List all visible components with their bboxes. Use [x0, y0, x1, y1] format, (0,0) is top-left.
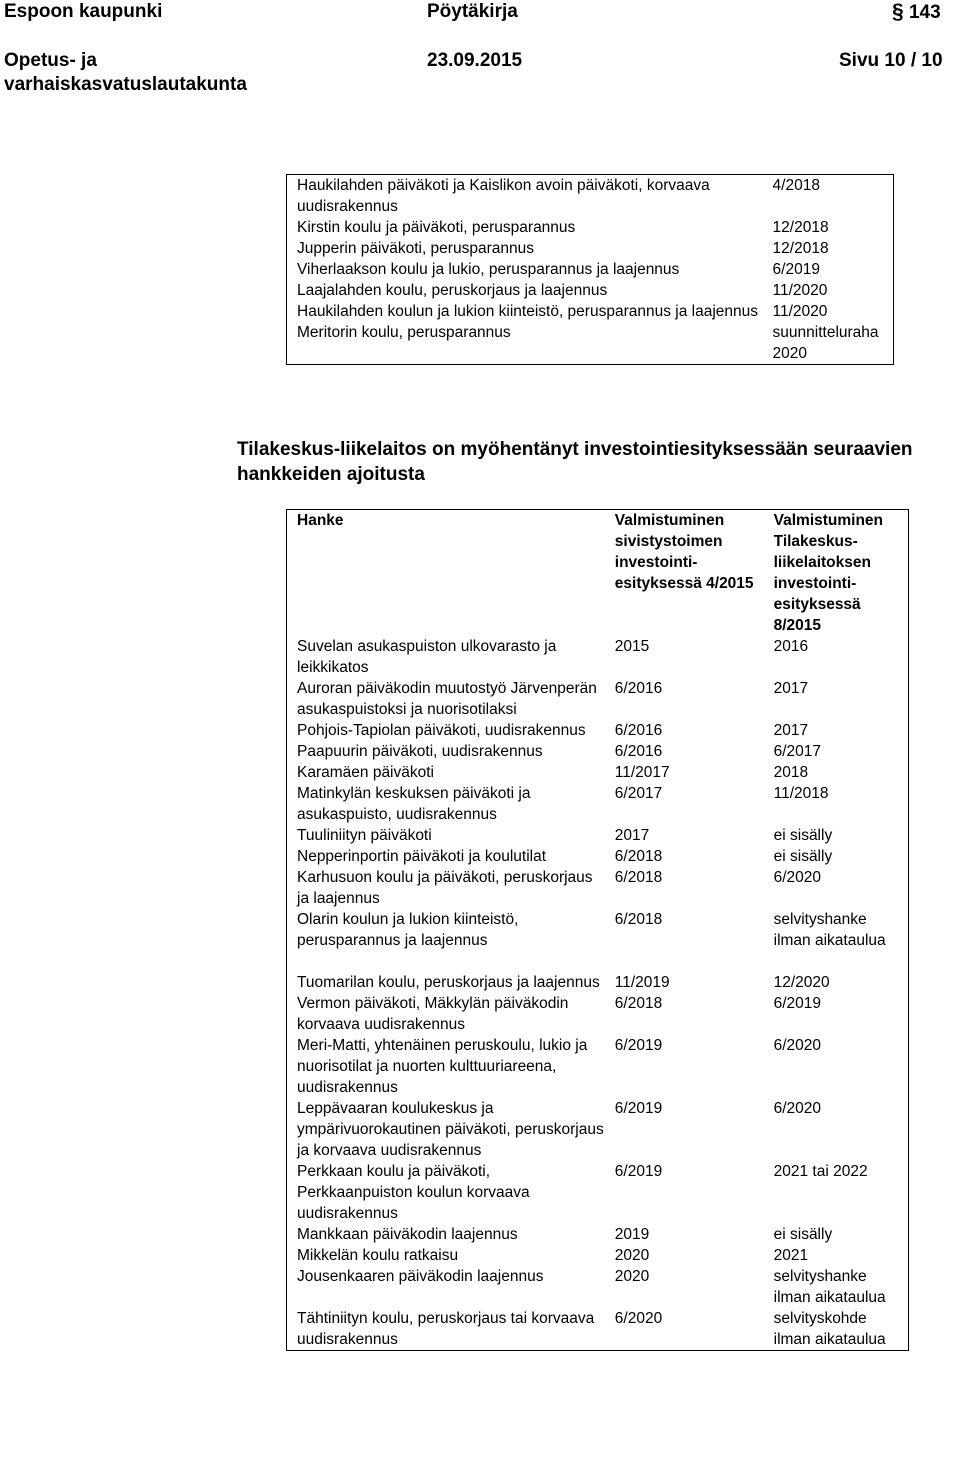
table-header-row: [287, 510, 909, 637]
project-name: Vermon päiväkoti, Mäkkylän päiväkodin korvaava uudisrakennus: [297, 995, 569, 1033]
project-name: Viherlaakson koulu ja lukio, perusparannus ja laajennus: [297, 261, 680, 278]
completion-date: 12/2018: [772, 240, 829, 257]
project-name: Haukilahden päiväkoti ja Kaislikon avoin päiväkoti, korvaava uudisrakennus: [297, 177, 710, 215]
education-plan-date: 6/2020: [614, 1310, 663, 1327]
committee-line-2: varhaiskasvatuslautakunta: [4, 74, 247, 95]
table-row: [287, 301, 894, 322]
section-heading: Tilakeskus-liikelaitos on myöhentänyt investointiesityksessään seuraavien hankkeiden ajoitusta: [237, 439, 913, 485]
facilities-plan-date: ei sisälly: [773, 827, 833, 844]
table-row: [287, 1098, 909, 1161]
table-row: [287, 1161, 909, 1224]
facilities-plan-date: ei sisälly: [773, 848, 833, 865]
completion-date: suunnitteluraha 2020: [772, 324, 879, 362]
facilities-plan-date: 6/2019: [773, 995, 822, 1012]
facilities-plan-date: 2017: [773, 722, 809, 739]
table-row: [287, 741, 909, 762]
facilities-plan-date: selvityshanke ilman aikataulua: [773, 911, 886, 949]
project-schedule-table: [286, 174, 894, 365]
project-name: Jupperin päiväkoti, perusparannus: [297, 240, 534, 257]
facilities-plan-date: 2018: [773, 764, 809, 781]
education-plan-date: 2015: [614, 638, 650, 655]
table-row: [287, 993, 909, 1035]
meeting-date: 23.09.2015: [427, 50, 523, 71]
education-plan-date: 6/2018: [614, 848, 663, 865]
facilities-plan-date: ei sisälly: [773, 1226, 833, 1243]
education-plan-date: 6/2018: [614, 911, 663, 928]
project-name: Karamäen päiväkoti: [297, 764, 434, 781]
org-name: Espoon kaupunki: [4, 1, 163, 22]
education-plan-date: 2020: [614, 1247, 650, 1264]
facilities-plan-date: 6/2017: [773, 743, 822, 760]
column-header-project: Hanke: [297, 512, 344, 529]
completion-date: 12/2018: [772, 219, 829, 236]
table-row: [287, 909, 909, 951]
education-plan-date: 2020: [614, 1268, 650, 1285]
completion-date: 11/2020: [772, 282, 828, 299]
table-row: [287, 846, 909, 867]
facilities-plan-date: 2021 tai 2022: [773, 1163, 868, 1180]
table-row: [287, 636, 909, 678]
project-name: Mankkaan päiväkodin laajennus: [297, 1226, 518, 1243]
project-name: Perkkaan koulu ja päiväkoti, Perkkaanpuiston koulun korvaava uudisrakennus: [297, 1163, 530, 1222]
table-row: [287, 867, 909, 909]
table-row: [287, 1224, 909, 1245]
table-row: [287, 175, 894, 218]
committee-line-1: Opetus- ja: [4, 50, 97, 71]
table-row: [287, 825, 909, 846]
facilities-plan-date: 2021: [773, 1247, 809, 1264]
completion-date: 11/2020: [772, 303, 828, 320]
table-row: [287, 972, 909, 993]
spacer-row: [287, 951, 909, 972]
project-name: Tuuliniityn päiväkoti: [297, 827, 432, 844]
facilities-plan-date: selvityskohde ilman aikataulua: [773, 1310, 886, 1348]
project-name: Karhusuon koulu ja päiväkoti, peruskorjaus ja laajennus: [297, 869, 593, 907]
project-name: Auroran päiväkodin muutostyö Järvenperän asukaspuistoksi ja nuorisotilaksi: [297, 680, 597, 718]
education-plan-date: 6/2018: [614, 995, 663, 1012]
table-row: [287, 322, 894, 365]
project-name: Leppävaaran koulukeskus ja ympärivuorokautinen päiväkoti, peruskorjaus ja korvaava uudisrakennus: [297, 1100, 604, 1159]
paragraph-number-value: 143: [908, 2, 941, 23]
table-row: [287, 1266, 909, 1308]
table-row: [287, 720, 909, 741]
project-name: Olarin koulun ja lukion kiinteistö, perusparannus ja laajennus: [297, 911, 519, 949]
spacer-cell: [287, 951, 909, 972]
project-name: Tähtiniityn koulu, peruskorjaus tai korvaava uudisrakennus: [297, 1310, 595, 1348]
section-sign-icon: §: [892, 0, 904, 23]
table-row: [287, 217, 894, 238]
project-name: Laajalahden koulu, peruskorjaus ja laajennus: [297, 282, 608, 299]
project-name: Matinkylän keskuksen päiväkoti ja asukaspuisto, uudisrakennus: [297, 785, 531, 823]
project-name: Mikkelän koulu ratkaisu: [297, 1247, 459, 1264]
paragraph-number: [892, 1, 941, 24]
project-name: Jousenkaaren päiväkodin laajennus: [297, 1268, 544, 1285]
project-name: Suvelan asukaspuiston ulkovarasto ja leikkikatos: [297, 638, 557, 676]
education-plan-date: 6/2019: [614, 1100, 663, 1117]
education-plan-date: 2017: [614, 827, 650, 844]
table-row: [287, 678, 909, 720]
education-plan-date: 6/2017: [614, 785, 663, 802]
project-name: Haukilahden koulun ja lukion kiinteistö, perusparannus ja laajennus: [297, 303, 758, 320]
project-name: Tuomarilan koulu, peruskorjaus ja laajennus: [297, 974, 600, 991]
education-plan-date: 6/2019: [614, 1163, 663, 1180]
facilities-plan-date: 2017: [773, 680, 809, 697]
project-name: Meri-Matti, yhtenäinen peruskoulu, lukio ja nuorisotilat ja nuorten kulttuuriareena, uudisrakennus: [297, 1037, 588, 1096]
table-row: [287, 1245, 909, 1266]
page-indicator: Sivu 10 / 10: [839, 50, 943, 71]
education-plan-date: 6/2018: [614, 869, 663, 886]
table-row: [287, 1035, 909, 1098]
project-name: Nepperinportin päiväkoti ja koulutilat: [297, 848, 547, 865]
project-name: Kirstin koulu ja päiväkoti, perusparannus: [297, 219, 576, 236]
delayed-projects-table: [286, 509, 909, 1351]
facilities-plan-date: selvityshanke ilman aikataulua: [773, 1268, 886, 1306]
project-name: Paapuurin päiväkoti, uudisrakennus: [297, 743, 543, 760]
education-plan-date: 6/2016: [614, 722, 663, 739]
facilities-plan-date: 6/2020: [773, 869, 822, 886]
project-name: Pohjois-Tapiolan päiväkoti, uudisrakennus: [297, 722, 586, 739]
facilities-plan-date: 11/2018: [773, 785, 829, 802]
column-header-education-plan: Valmistuminen sivistystoimen investointi-esityksessä 4/2015: [614, 512, 754, 592]
completion-date: 4/2018: [772, 177, 820, 194]
project-name: Meritorin koulu, perusparannus: [297, 324, 511, 341]
education-plan-date: 11/2017: [614, 764, 670, 781]
education-plan-date: 2019: [614, 1226, 650, 1243]
table-row: [287, 783, 909, 825]
table-row: [287, 238, 894, 259]
completion-date: 6/2019: [772, 261, 820, 278]
education-plan-date: 6/2019: [614, 1037, 663, 1054]
facilities-plan-date: 12/2020: [773, 974, 830, 991]
document-type: Pöytäkirja: [427, 1, 518, 22]
table-row: [287, 762, 909, 783]
education-plan-date: 11/2019: [614, 974, 670, 991]
facilities-plan-date: 6/2020: [773, 1037, 822, 1054]
education-plan-date: 6/2016: [614, 743, 663, 760]
education-plan-date: 6/2016: [614, 680, 663, 697]
facilities-plan-date: 2016: [773, 638, 809, 655]
table-row: [287, 1308, 909, 1351]
table-row: [287, 259, 894, 280]
table-row: [287, 280, 894, 301]
column-header-facilities-plan: Valmistuminen Tilakeskus-liikelaitoksen investointi-esityksessä 8/2015: [773, 512, 884, 634]
facilities-plan-date: 6/2020: [773, 1100, 822, 1117]
